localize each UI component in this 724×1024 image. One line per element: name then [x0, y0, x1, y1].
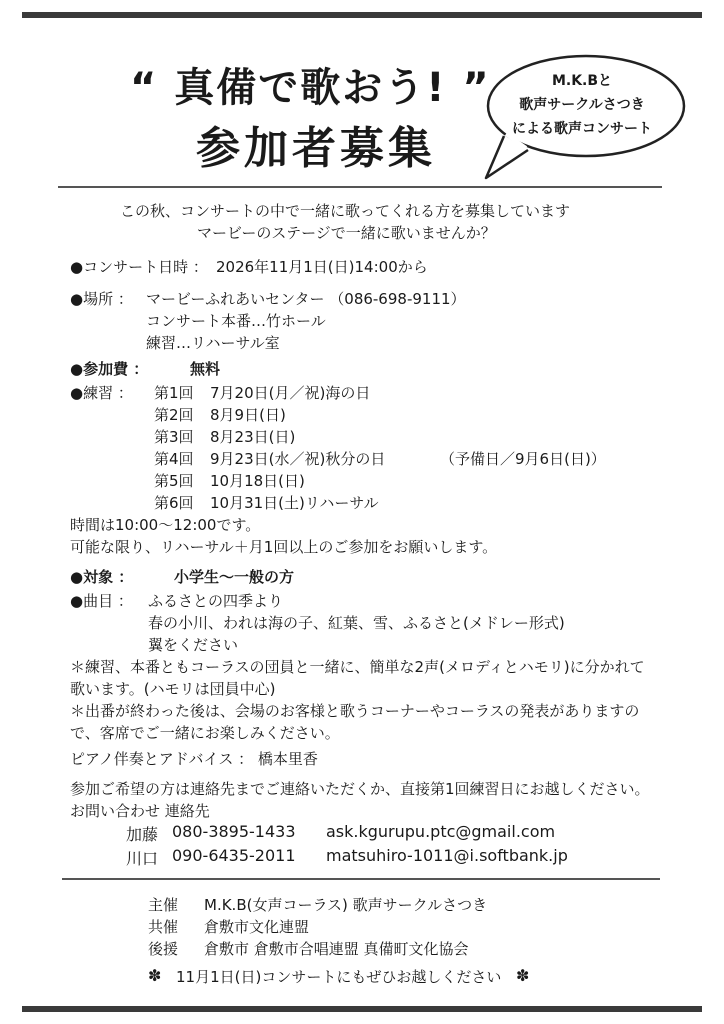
songs-line2: 春の小川、われは海の子、紅葉、雪、ふるさと(メドレー形式) [148, 614, 565, 632]
target-label: ●対象 ： [70, 568, 134, 586]
title-line2: 参加者募集 [196, 123, 436, 174]
divider-top [58, 186, 662, 188]
bubble-line1: M.K.Bと [551, 73, 613, 89]
title-line1: “ 真備で歌おう! ” [130, 65, 491, 111]
cohost-label: 共催 [148, 918, 179, 936]
songs-label: ●曲目 ： [70, 592, 133, 610]
top-rule [22, 12, 702, 18]
fee-value: 無料 [190, 360, 221, 378]
note2-line1: ＊出番が終わった後は、会場のお客様と歌うコーナーやコーラスの発表がありますの [70, 702, 640, 720]
venue-label: ●場所 ： [70, 290, 133, 308]
contact-email[interactable]: matsuhiro-1011@i.softbank.jp [326, 846, 568, 865]
note1-line2: 歌います。(ハモリは団員中心) [70, 680, 276, 698]
flower-icon: ✽ [148, 966, 162, 985]
concert-value: 2026年11月1日(日)14:00から [216, 258, 428, 276]
venue-value: マービーふれあいセンター （086-698-9111） [146, 290, 466, 308]
practice-session-no: 第2回 [154, 406, 194, 424]
practice-session-date: 9月23日(水／祝)秋分の日 [210, 450, 386, 468]
closing-message: 11月1日(日)コンサートにもぜひお越しください [176, 968, 502, 986]
divider-bottom [62, 878, 660, 880]
practice-session-no: 第1回 [154, 384, 194, 402]
songs-line3: 翼をください [148, 636, 239, 654]
practice-session-note: （予備日／9月6日(日)） [440, 450, 606, 468]
contact-name: 加藤 [126, 825, 159, 844]
apply-instructions: 参加ご希望の方は連絡先までご連絡いただくか、直接第1回練習日にお越しください。 [70, 780, 650, 798]
cohost-value: 倉敷市文化連盟 [204, 918, 310, 936]
practice-session-date: 8月23日(日) [210, 428, 296, 446]
flower-icon: ✽ [516, 966, 530, 985]
practice-session-no: 第5回 [154, 472, 194, 490]
contact-name: 川口 [126, 849, 159, 868]
organizer-label: 主催 [148, 896, 179, 914]
venue-detail-room: 練習…リハーサル室 [146, 334, 280, 352]
organizer-value: M.K.B(女声コーラス) 歌声サークルさつき [204, 896, 488, 914]
contact-phone: 080-3895-1433 [172, 822, 296, 841]
piano-credit: ピアノ伴奏とアドバイス ： 橋本里香 [70, 750, 318, 768]
practice-session-no: 第4回 [154, 450, 194, 468]
fee-label: ●参加費 ： [70, 360, 149, 378]
bubble-line2: 歌声サークルさつき [519, 97, 645, 113]
intro-line2: マービーのステージで一緒に歌いませんか？ [197, 224, 496, 242]
target-value: 小学生～一般の方 [174, 568, 295, 586]
bubble-line3: による歌声コンサート [512, 121, 652, 137]
practice-session-date: 10月31日(土)リハーサル [210, 494, 379, 512]
practice-time: 時間は10:00～12:00です。 [70, 516, 261, 534]
support-label: 後援 [148, 940, 179, 958]
speech-bubble [482, 50, 692, 194]
concert-label: ●コンサート日時 ： [70, 258, 208, 276]
practice-session-no: 第6回 [154, 494, 194, 512]
contact-heading: お問い合わせ 連絡先 [70, 802, 210, 820]
bottom-rule [22, 1006, 702, 1012]
support-value: 倉敷市 倉敷市合唱連盟 真備町文化協会 [204, 940, 469, 958]
venue-detail-hall: コンサート本番…竹ホール [146, 312, 326, 330]
practice-session-no: 第3回 [154, 428, 194, 446]
contact-phone: 090-6435-2011 [172, 846, 296, 865]
note2-line2: で、客席でご一緒にお楽しみください。 [70, 724, 340, 742]
practice-session-date: 8月9日(日) [210, 406, 286, 424]
practice-session-date: 7月20日(月／祝)海の日 [210, 384, 371, 402]
songs-line1: ふるさとの四季より [148, 592, 284, 610]
intro-line1: この秋、コンサートの中で一緒に歌ってくれる方を募集しています [120, 202, 571, 220]
note1-line1: ＊練習、本番ともコーラスの団員と一緒に、簡単な2声(メロディとハモリ)に分かれて [70, 658, 645, 676]
practice-label: ●練習 ： [70, 384, 133, 402]
practice-request: 可能な限り、リハーサル＋月1回以上のご参加をお願いします。 [70, 538, 498, 556]
practice-session-date: 10月18日(日) [210, 472, 305, 490]
contact-email[interactable]: ask.kgurupu.ptc@gmail.com [326, 822, 556, 841]
